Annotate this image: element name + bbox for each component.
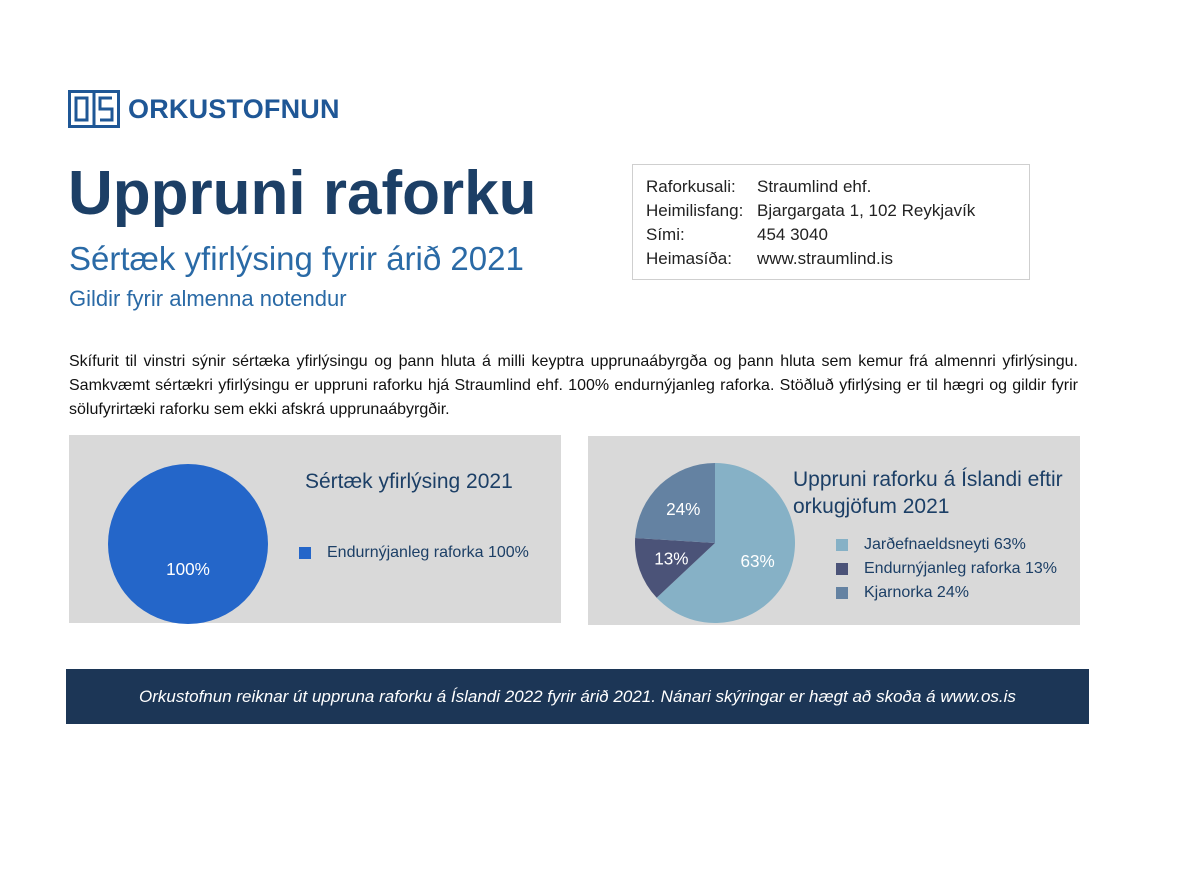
chart-title-line: Uppruni raforku á Íslandi eftir [793,468,1063,491]
chart-title-line: orkugjöfum 2021 [793,495,950,518]
legend-item [836,584,969,602]
info-value: Bjargargata 1, 102 Reykjavík [757,201,976,220]
legend-label: Jarðefnaeldsneyti 63% [864,536,1026,553]
orkustofnun-logo [68,90,340,128]
info-value: www.straumlind.is [757,249,894,268]
pie-slice-label: 24% [666,498,701,519]
legend-swatch [299,547,311,559]
iceland-origin-panel [588,436,1080,625]
seller-info-box [632,164,1030,280]
info-label: Heimasíða: [646,249,732,268]
logo-text: ORKUSTOFNUN [128,93,340,124]
pie-slice-label: 63% [740,551,775,572]
legend-item [299,544,529,562]
page-subtitle: Sértæk yfirlýsing fyrir árið 2021 [69,240,524,277]
specific-declaration-pie-chart [108,464,268,624]
info-label: Raforkusali: [646,177,736,196]
legend-swatch [836,539,848,551]
info-value: 454 3040 [757,225,828,244]
page-subsubtitle: Gildir fyrir almenna notendur [69,286,347,311]
legend-swatch [836,563,848,575]
info-label: Sími: [646,225,685,244]
info-row-address [646,199,1029,223]
description-paragraph: Skífurit til vinstri sýnir sértæka yfirlýsingu og þann hluta á milli keyptra upprunaábyrgða og þann hluta sem kemur frá almennri yfirlýsingu. Samkvæmt sértækri yfirlýsingu er uppruni raforku hjá Straumlind ehf. 100% endurnýjanleg raforka. Stöðluð yfirlýsing er til hægri og gildir fyrir sölufyrirtæki raforku sem ekki afskrá upprunaábyrgðir. [69,353,1078,418]
info-row-phone [646,223,1029,247]
info-row-seller [646,175,1029,199]
os-logo-icon [68,90,120,128]
info-row-website [646,247,1029,271]
pie-slice-label: 13% [654,548,689,569]
chart-title: Sértæk yfirlýsing 2021 [305,470,513,493]
legend-label: Endurnýjanleg raforka 100% [327,544,529,561]
legend-label: Kjarnorka 24% [864,584,969,601]
specific-declaration-panel [69,435,561,623]
legend-label: Endurnýjanleg raforka 13% [864,560,1058,577]
legend-item [836,536,1026,554]
page-title: Uppruni raforku [68,159,537,228]
info-label: Heimilisfang: [646,201,744,220]
chart-title [793,466,1063,520]
pie-slice-label: 100% [166,558,210,579]
info-value: Straumlind ehf. [757,177,872,196]
legend-item [836,560,1057,578]
footer-banner: Orkustofnun reiknar út uppruna raforku á Íslandi 2022 fyrir árið 2021. Nánari skýringar er hægt að skoða á www.os.is [66,669,1089,724]
iceland-origin-pie-chart [635,463,795,623]
pie-slice [108,464,268,624]
legend-swatch [836,587,848,599]
